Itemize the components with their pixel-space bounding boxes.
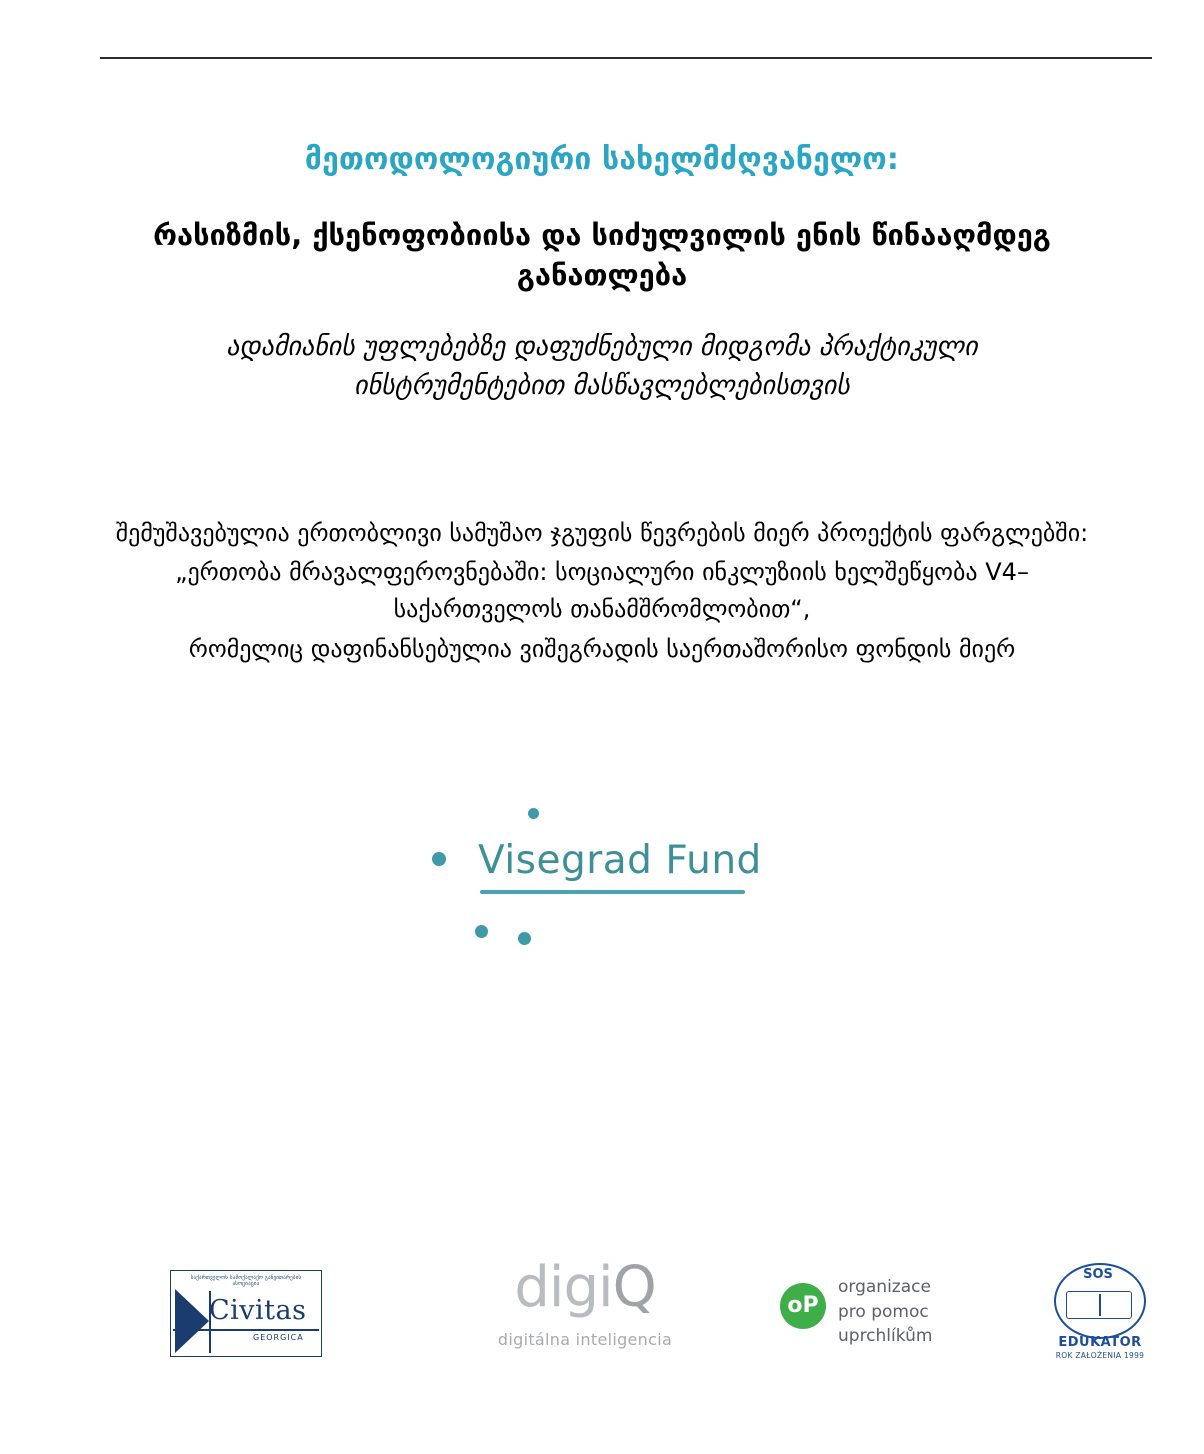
opu-name-line-3: uprchlíkům bbox=[838, 1326, 933, 1347]
dot-icon bbox=[518, 932, 531, 945]
footer-logo-band bbox=[100, 1255, 1145, 1395]
digiq-wordmark-part1: digi bbox=[514, 1255, 613, 1320]
sos-edukator-logo bbox=[1030, 1263, 1170, 1368]
opu-name bbox=[838, 1275, 932, 1349]
horizontal-rule-icon bbox=[173, 1329, 319, 1331]
digiq-wordmark-part2: Q bbox=[612, 1255, 656, 1320]
opu-monogram: oP bbox=[787, 1293, 819, 1318]
civitas-wordmark: Civitas bbox=[209, 1295, 307, 1326]
sos-badge-text: SOS bbox=[1083, 1267, 1113, 1282]
credits-line-3: რომელიც დაფინანსებულია ვიშეგრადის საერთაშორისო ფონდის მიერ bbox=[188, 634, 1016, 663]
methodology-label: მეთოდოლოგიური სახელმძღვანელო: bbox=[304, 142, 900, 177]
opu-logo bbox=[780, 1273, 1010, 1358]
header-divider bbox=[100, 57, 1152, 59]
dot-icon bbox=[432, 852, 446, 866]
page-title: რასიზმის, ქსენოფობიისა და სიძულვილის ენის წინააღმდეგ განათლება bbox=[153, 217, 1051, 293]
page-subtitle: ადამიანის უფლებებზე დაფუძნებული მიდგომა პრაქტიკული ინსტრუმენტებით მასწავლებლებისთვის bbox=[226, 331, 978, 401]
triangle-icon bbox=[175, 1289, 209, 1353]
credits-line-2: „ერთობა მრავალფეროვნებაში: სოციალური ინკლუზიის ხელშეწყობა V4–საქართველოს თანამშრომლობით“, bbox=[175, 558, 1029, 624]
civitas-tagline: საქართველოს სამოქალაქო განვითარების ასოციაცია bbox=[190, 1275, 302, 1287]
opu-name-line-2: pro pomoc bbox=[838, 1301, 929, 1322]
opu-name-line-1: organizace bbox=[838, 1277, 931, 1297]
digiq-logo bbox=[470, 1255, 700, 1370]
title-block bbox=[100, 140, 1104, 406]
civitas-georgica-logo bbox=[170, 1270, 322, 1357]
book-icon bbox=[1066, 1291, 1132, 1319]
dot-icon bbox=[475, 925, 488, 938]
dot-icon bbox=[528, 808, 539, 819]
visegrad-underline bbox=[480, 890, 745, 894]
sos-name: EDUKATOR bbox=[1058, 1335, 1142, 1350]
credits-line-1: შემუშავებულია ერთობლივი სამუშაო ჯგუფის წევრების მიერ პროექტის ფარგლებში: bbox=[115, 519, 1089, 547]
digiq-tagline: digitálna inteligencia bbox=[497, 1330, 673, 1349]
civitas-subtext: GEORGICA bbox=[253, 1333, 304, 1342]
sos-year: ROK ZAŁOŻENIA 1999 bbox=[1055, 1351, 1145, 1360]
visegrad-fund-logo bbox=[400, 780, 800, 960]
visegrad-wordmark: Visegrad Fund bbox=[478, 838, 762, 883]
credits-block bbox=[100, 515, 1104, 668]
digiq-wordmark bbox=[470, 1255, 700, 1320]
